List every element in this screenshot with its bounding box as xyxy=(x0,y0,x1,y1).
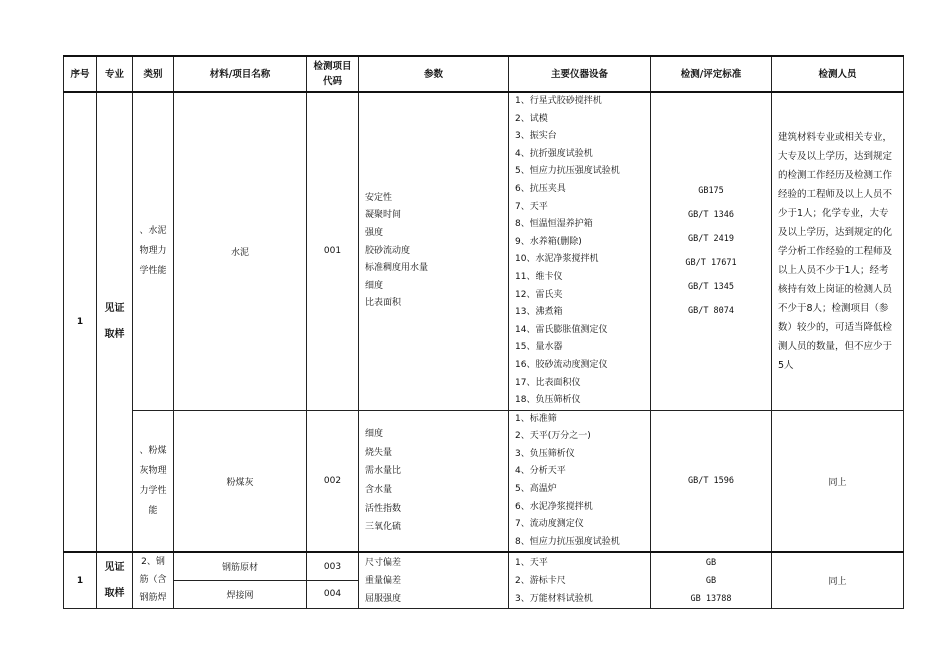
category-cell xyxy=(133,92,174,410)
equipment-item: 1、行星式胶砂搅拌机 xyxy=(515,96,602,106)
standard-item: GB/T 8074 xyxy=(687,306,735,317)
major-line: 见证 xyxy=(104,303,125,315)
equipment-item: 6、抗压夹具 xyxy=(515,183,566,194)
header-material: 材料/项目名称 xyxy=(174,56,307,92)
param-item: 活性指数 xyxy=(365,503,402,514)
param-item: 细度 xyxy=(365,280,384,291)
material-cell: 水泥 xyxy=(174,92,307,410)
category-cell xyxy=(133,410,174,552)
equipment-item: 8、恒温恒湿养护箱 xyxy=(515,219,593,230)
equipment-item: 8、恒应力抗压强度试验机 xyxy=(515,536,620,547)
equipment-cell xyxy=(509,92,651,410)
param-item: 重量偏差 xyxy=(365,575,402,586)
category-line: 2、钢 xyxy=(141,557,165,568)
equipment-item: 3、振实台 xyxy=(515,131,557,142)
param-item: 屈服强度 xyxy=(365,593,402,604)
table-row-steel-raw xyxy=(64,552,904,580)
material-cell: 钢筋原材 xyxy=(174,552,307,580)
standard-cell: GB/T 1596 xyxy=(651,410,772,552)
major-line: 取样 xyxy=(104,329,125,341)
param-item: 尺寸偏差 xyxy=(365,557,402,568)
category-line: 学性能 xyxy=(139,266,167,277)
standard-item: GB/T 1346 xyxy=(687,210,735,221)
equipment-item: 10、水泥净浆搅拌机 xyxy=(515,254,599,265)
equipment-item: 7、流动度测定仪 xyxy=(515,519,584,530)
header-standard: 检测/评定标准 xyxy=(651,56,772,92)
equipment-cell xyxy=(509,552,651,608)
category-line: 筋（含 xyxy=(139,575,167,586)
header-code-line1: 检测项目 xyxy=(313,61,352,72)
staff-cell: 同上 xyxy=(772,410,904,552)
standard-cell xyxy=(651,92,772,410)
header-seq: 序号 xyxy=(64,56,97,92)
param-item: 凝聚时间 xyxy=(365,210,402,221)
standard-item: GB 13788 xyxy=(690,593,732,604)
param-item: 需水量比 xyxy=(365,466,402,477)
equipment-item: 2、游标卡尺 xyxy=(515,575,566,586)
table-row-fly-ash xyxy=(64,410,904,552)
header-major: 专业 xyxy=(97,56,133,92)
staff-cell: 建筑材料专业或相关专业，大专及以上学历，达到规定的检测工作经历及检测工作经验的工程师及以上人员不少于1人；化学专业，大专及以上学历，达到规定的化学分析工作经验的工程师及以上人员不少于1人；经考核持有效上岗证的检测人员不少于8人；检测项目（参数）较少的，可适当降低检测人员的数量，但不应少于5人 xyxy=(772,92,904,410)
table-row-cement xyxy=(64,92,904,410)
staff-cell: 同上 xyxy=(772,552,904,608)
equipment-item: 2、天平(万分之一) xyxy=(515,431,591,442)
code-cell: 004 xyxy=(307,580,359,608)
param-item: 胶砂流动度 xyxy=(365,245,411,256)
equipment-item: 4、分析天平 xyxy=(515,466,566,477)
equipment-item: 9、水养箱(删除) xyxy=(515,236,582,247)
equipment-item: 5、恒应力抗压强度试验机 xyxy=(515,166,620,177)
inspection-items-table xyxy=(63,55,904,609)
params-cell xyxy=(359,92,509,410)
standard-item: GB xyxy=(705,557,717,568)
param-item: 细度 xyxy=(365,429,384,440)
param-item: 强度 xyxy=(365,227,384,238)
header-equipment: 主要仪器设备 xyxy=(509,56,651,92)
category-line: 力学性 xyxy=(139,486,167,497)
major-line: 见证 xyxy=(104,561,125,573)
header-row xyxy=(64,56,904,92)
category-cell xyxy=(133,552,174,608)
equipment-item: 5、高温炉 xyxy=(515,484,557,495)
seq-cell: 1 xyxy=(64,552,97,608)
code-cell: 001 xyxy=(307,92,359,410)
category-line: 灰物理 xyxy=(139,466,167,477)
equipment-item: 1、标准筛 xyxy=(515,413,557,424)
material-cell: 焊接网 xyxy=(174,580,307,608)
category-line: 物理力 xyxy=(139,246,167,257)
param-item: 含水量 xyxy=(365,485,393,496)
code-cell: 003 xyxy=(307,552,359,580)
equipment-item: 1、天平 xyxy=(515,557,548,568)
standard-item: GB175 xyxy=(698,186,724,197)
equipment-cell xyxy=(509,410,651,552)
header-staff: 检测人员 xyxy=(772,56,904,92)
standard-item: GB/T 17671 xyxy=(685,258,737,269)
equipment-item: 15、量水器 xyxy=(515,342,563,353)
param-item: 标准稠度用水量 xyxy=(365,263,429,274)
category-line: 钢筋焊 xyxy=(139,593,167,604)
param-item: 烧失量 xyxy=(365,447,393,458)
category-line: 能 xyxy=(148,506,158,517)
equipment-item: 12、雷氏夹 xyxy=(515,289,563,300)
params-cell xyxy=(359,552,509,608)
header-code-line2: 代码 xyxy=(322,76,342,87)
category-line: 、粉煤 xyxy=(139,446,167,457)
seq-cell: 1 xyxy=(64,92,97,552)
material-cell: 粉煤灰 xyxy=(174,410,307,552)
equipment-item: 11、维卡仪 xyxy=(515,271,563,282)
header-code xyxy=(307,56,359,92)
major-cell xyxy=(97,92,133,552)
equipment-item: 3、万能材料试验机 xyxy=(515,593,593,604)
equipment-item: 7、天平 xyxy=(515,201,548,212)
code-cell: 002 xyxy=(307,410,359,552)
params-cell xyxy=(359,410,509,552)
param-item: 比表面积 xyxy=(365,298,402,309)
standard-item: GB/T 1345 xyxy=(687,282,735,293)
header-category: 类别 xyxy=(133,56,174,92)
equipment-item: 18、负压筛析仪 xyxy=(515,395,581,406)
param-item: 三氧化硫 xyxy=(365,522,402,533)
major-line: 取样 xyxy=(104,587,125,599)
equipment-item: 17、比表面积仪 xyxy=(515,377,581,388)
equipment-item: 6、水泥净浆搅拌机 xyxy=(515,501,593,512)
param-item: 安定性 xyxy=(365,192,393,203)
equipment-item: 2、试模 xyxy=(515,113,548,124)
equipment-item: 14、雷氏膨胀值测定仪 xyxy=(515,324,608,335)
major-cell xyxy=(97,552,133,608)
category-line: 、水泥 xyxy=(139,226,167,237)
standard-item: GB xyxy=(705,575,717,586)
equipment-item: 4、抗折强度试验机 xyxy=(515,148,593,159)
standard-cell xyxy=(651,552,772,608)
equipment-item: 16、胶砂流动度测定仪 xyxy=(515,359,608,370)
standard-item: GB/T 2419 xyxy=(687,234,735,245)
header-params: 参数 xyxy=(359,56,509,92)
equipment-item: 13、沸煮箱 xyxy=(515,307,563,318)
equipment-item: 3、负压筛析仪 xyxy=(515,448,575,459)
